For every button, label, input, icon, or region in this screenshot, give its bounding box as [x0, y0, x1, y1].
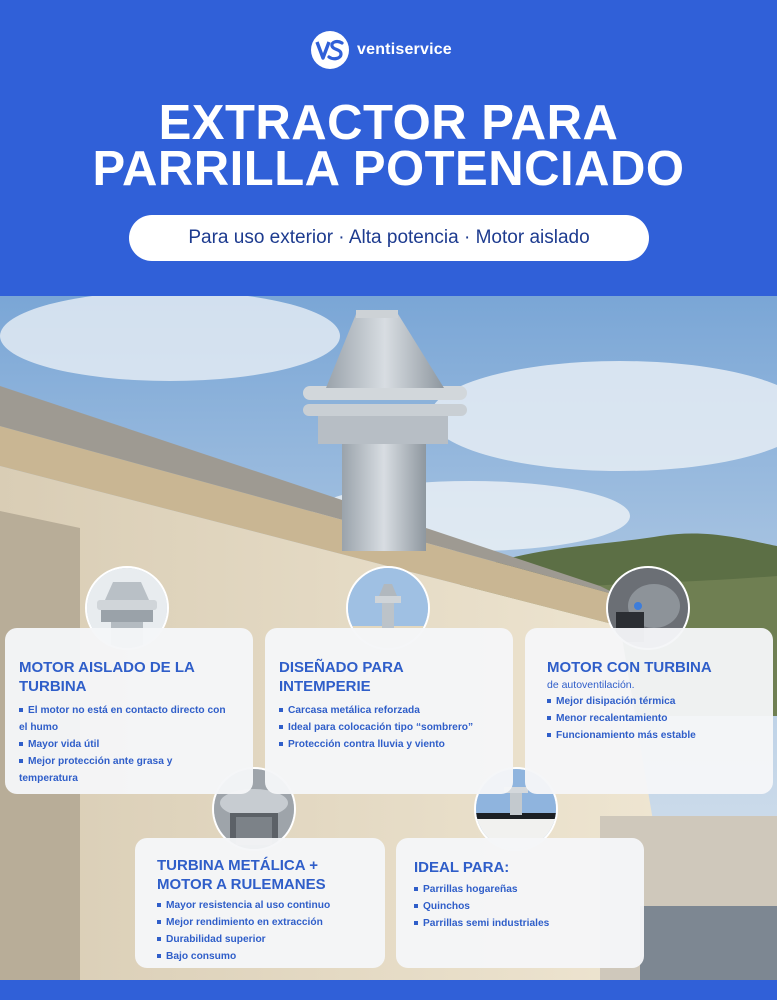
card-list [19, 702, 239, 787]
list-item: Ideal para colocación tipo “sombrero” [279, 719, 499, 736]
footer-bar [0, 980, 777, 1000]
list-item: Quinchos [414, 898, 630, 915]
list-item: El motor no está en contacto directo con [19, 702, 239, 719]
header-banner [0, 0, 777, 296]
list-item-continuation: temperatura [19, 773, 78, 784]
list-item-continuation: el humo [19, 722, 59, 733]
card-title: DISEÑADO PARA INTEMPERIE [279, 659, 404, 695]
brand-logo [311, 30, 452, 70]
card-title: TURBINA METÁLICA + MOTOR A RULEMANES [157, 857, 326, 893]
brand-name: ventiservice [357, 41, 452, 58]
list-item: Mejor disipación térmica [547, 693, 759, 710]
feature-card-motor-aislado [5, 628, 253, 794]
card-list [279, 702, 499, 753]
card-subtitle: de autoventilación. [547, 679, 635, 691]
list-item: Mejor protección ante grasa y [19, 753, 239, 770]
ventiservice-logo-icon [311, 31, 349, 69]
card-title: MOTOR CON TURBINA [547, 659, 712, 676]
tagline-text: Para uso exterior · Alta potencia · Motor aislado [188, 227, 590, 248]
card-list [157, 897, 371, 965]
feature-card-ideal-para [396, 838, 644, 968]
card-list [547, 693, 759, 744]
list-item: Mayor resistencia al uso continuo [157, 897, 371, 914]
card-list [414, 881, 630, 932]
feature-card-turbina-metalica [135, 838, 385, 968]
feature-card-motor-turbina [525, 628, 773, 794]
list-item: Parrillas semi industriales [414, 915, 630, 932]
feature-card-intemperie [265, 628, 513, 794]
page-title-line-1: EXTRACTOR PARA [158, 96, 619, 150]
card-title: IDEAL PARA: [414, 859, 510, 876]
list-item: Durabilidad superior [157, 931, 371, 948]
list-item: Carcasa metálica reforzada [279, 702, 499, 719]
list-item: Bajo consumo [157, 948, 371, 965]
list-item: Funcionamiento más estable [547, 727, 759, 744]
list-item: Protección contra lluvia y viento [279, 736, 499, 753]
tagline-pill [129, 215, 649, 261]
list-item: Mayor vida útil [19, 736, 239, 753]
page-title-line-2: PARRILLA POTENCIADO [92, 142, 685, 196]
list-item: Mejor rendimiento en extracción [157, 914, 371, 931]
list-item: Menor recalentamiento [547, 710, 759, 727]
list-item: Parrillas hogareñas [414, 881, 630, 898]
card-title: MOTOR AISLADO DE LA TURBINA [19, 659, 195, 695]
